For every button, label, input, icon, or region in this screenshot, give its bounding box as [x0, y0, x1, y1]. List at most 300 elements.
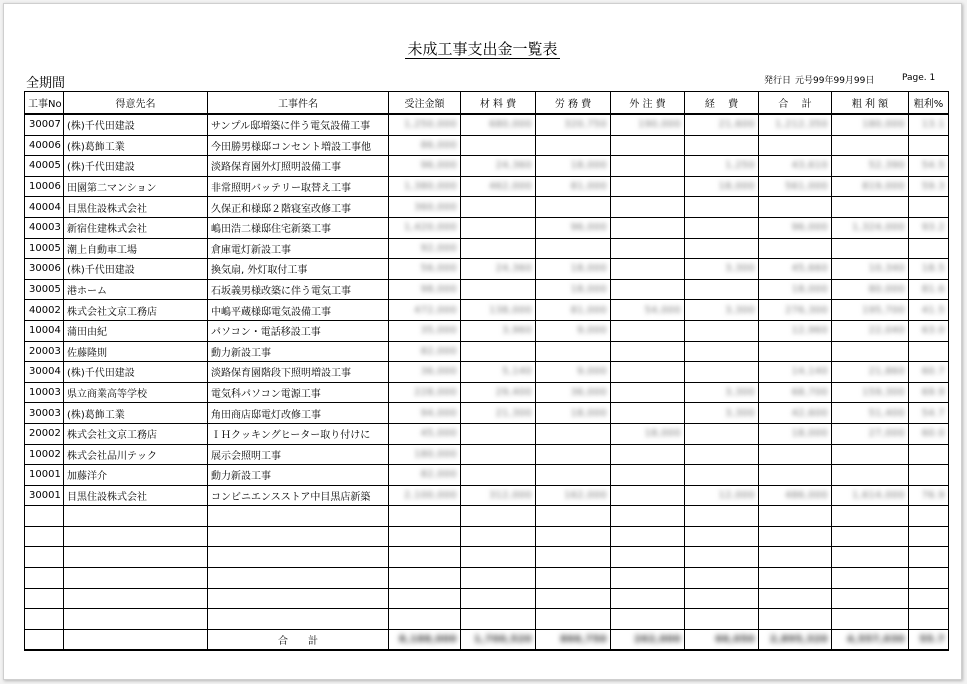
cell-gross-margin [909, 279, 949, 300]
cell-expenses [685, 176, 759, 197]
empty-cell [25, 526, 64, 547]
cell-client: 潮上自動車工場 [64, 238, 208, 259]
col-header-materials: 材 料 費 [461, 92, 536, 115]
blurred-value: 486,000 [785, 489, 828, 501]
table-row [25, 300, 949, 321]
cell-gross-profit [832, 156, 909, 177]
blurred-value: 69.9 [921, 387, 945, 399]
cell-total [759, 176, 832, 197]
empty-cell [536, 506, 611, 527]
cell-labor [536, 238, 611, 259]
blurred-value: 1,324,000 [852, 222, 905, 234]
cell-project-no: 30006 [25, 259, 64, 280]
blurred-value: 180,000 [862, 119, 905, 131]
cell-labor [536, 279, 611, 300]
cell-project: 動力新設工事 [208, 465, 389, 486]
table-row [25, 156, 949, 177]
table-row [25, 320, 949, 341]
empty-cell [25, 547, 64, 568]
header-row [25, 92, 949, 115]
col-header-gross-profit: 粗 利 額 [832, 92, 909, 115]
table-row [25, 485, 949, 506]
empty-cell [64, 588, 208, 609]
col-header-expenses: 経 費 [685, 92, 759, 115]
cell-total [759, 320, 832, 341]
cell-client: 目黒住設株式会社 [64, 197, 208, 218]
cell-labor [536, 156, 611, 177]
cell-project: 電気科パソコン電源工事 [208, 382, 389, 403]
blurred-value: 76.9 [921, 489, 945, 501]
cell-gross-margin [909, 341, 949, 362]
cell-order-amount [389, 485, 461, 506]
cell-materials [461, 279, 536, 300]
cell-client: (株)葛飾工業 [64, 135, 208, 156]
empty-row [25, 609, 949, 630]
empty-cell [208, 568, 389, 589]
cell-gross-profit [832, 382, 909, 403]
blurred-value: 472,000 [414, 304, 457, 316]
cell-expenses [685, 238, 759, 259]
blurred-value: 54.5 [921, 160, 945, 172]
cell-project: 展示会照明工事 [208, 444, 389, 465]
empty-cell [389, 609, 461, 630]
cell-expenses [685, 259, 759, 280]
total-order-amount [389, 629, 461, 650]
empty-cell [461, 588, 536, 609]
empty-cell [208, 547, 389, 568]
cell-labor [536, 362, 611, 383]
empty-cell [389, 547, 461, 568]
empty-cell [536, 568, 611, 589]
empty-cell [208, 526, 389, 547]
blurred-value: 18,000 [718, 181, 755, 193]
report-title: 未成工事支出金一覧表 [407, 40, 558, 58]
cell-gross-margin [909, 156, 949, 177]
cell-labor [536, 320, 611, 341]
cell-expenses [685, 362, 759, 383]
ledger-body [25, 114, 949, 629]
cell-project: パソコン・電話移設工事 [208, 320, 389, 341]
empty-cell [536, 547, 611, 568]
cell-order-amount [389, 341, 461, 362]
blurred-value: 92,000 [420, 242, 457, 254]
blurred-value: 45,000 [420, 428, 457, 440]
cell-gross-margin [909, 465, 949, 486]
col-header-no: 工事No [25, 92, 64, 115]
cell-project: 石坂義男様改築に伴う電気工事 [208, 279, 389, 300]
empty-cell [389, 588, 461, 609]
empty-cell [389, 506, 461, 527]
empty-cell [611, 506, 685, 527]
cell-total [759, 382, 832, 403]
cell-labor [536, 341, 611, 362]
empty-cell [536, 588, 611, 609]
cell-gross-profit [832, 320, 909, 341]
cell-project-no: 40003 [25, 217, 64, 238]
cell-order-amount [389, 465, 461, 486]
cell-order-amount [389, 444, 461, 465]
issue-date-label: 発行日 [764, 76, 792, 86]
table-row [25, 465, 949, 486]
cell-gross-profit [832, 238, 909, 259]
total-gross-margin [909, 629, 949, 650]
empty-row [25, 547, 949, 568]
blurred-value: 98,000 [420, 284, 457, 296]
page-number: Page. 1 [902, 73, 936, 83]
cell-order-amount [389, 135, 461, 156]
cell-gross-margin [909, 176, 949, 197]
empty-cell [759, 526, 832, 547]
blurred-value: 180,000 [414, 448, 457, 460]
cell-gross-margin [909, 259, 949, 280]
blurred-value: 36,000 [570, 387, 607, 399]
cell-materials [461, 485, 536, 506]
total-value: 2,895,320 [770, 634, 828, 646]
cell-materials [461, 217, 536, 238]
total-value: 262,000 [634, 634, 681, 646]
blurred-value: 18,000 [570, 284, 607, 296]
cell-client: 目黒住設株式会社 [64, 485, 208, 506]
blurred-value: 195,700 [862, 304, 905, 316]
col-header-gross-margin: 粗利% [909, 92, 949, 115]
cell-materials [461, 444, 536, 465]
empty-cell [461, 506, 536, 527]
cell-gross-margin [909, 217, 949, 238]
cell-materials [461, 238, 536, 259]
report-sheet [3, 3, 962, 680]
table-row [25, 423, 949, 444]
blurred-value: 312,000 [489, 489, 532, 501]
blurred-value: 360,000 [414, 201, 457, 213]
blurred-value: 18,000 [791, 428, 828, 440]
blurred-value: 1,380,000 [404, 181, 457, 193]
cell-gross-profit [832, 341, 909, 362]
cell-order-amount [389, 217, 461, 238]
table-row [25, 217, 949, 238]
cell-order-amount [389, 423, 461, 444]
empty-cell [909, 588, 949, 609]
cell-project-no: 20003 [25, 341, 64, 362]
col-header-labor: 労 務 費 [536, 92, 611, 115]
table-row [25, 114, 949, 135]
blurred-value: 51,400 [868, 407, 905, 419]
empty-row [25, 588, 949, 609]
cell-materials [461, 320, 536, 341]
cell-total [759, 300, 832, 321]
cell-expenses [685, 320, 759, 341]
cell-client: 蒲田由紀 [64, 320, 208, 341]
cell-project: 倉庫電灯新設工事 [208, 238, 389, 259]
total-value: 8,188,000 [399, 634, 457, 646]
blurred-value: 9,000 [577, 366, 607, 378]
empty-cell [461, 547, 536, 568]
empty-cell [832, 568, 909, 589]
cell-gross-profit [832, 465, 909, 486]
empty-cell [389, 526, 461, 547]
cell-total [759, 403, 832, 424]
cell-gross-margin [909, 300, 949, 321]
col-header-project: 工事件名 [208, 92, 389, 115]
cell-client: 加藤洋介 [64, 465, 208, 486]
cell-outsourcing [611, 156, 685, 177]
empty-cell [64, 526, 208, 547]
cell-outsourcing [611, 279, 685, 300]
table-row [25, 382, 949, 403]
blurred-value: 29,400 [495, 387, 532, 399]
cell-order-amount [389, 362, 461, 383]
empty-row [25, 568, 949, 589]
empty-cell [25, 609, 64, 630]
cell-outsourcing [611, 135, 685, 156]
cell-outsourcing [611, 403, 685, 424]
empty-cell [685, 547, 759, 568]
total-total [759, 629, 832, 650]
blurred-value: 5,140 [502, 366, 532, 378]
blurred-value: 228,000 [414, 387, 457, 399]
cell-total [759, 423, 832, 444]
cell-order-amount [389, 403, 461, 424]
total-value: 4,557,030 [847, 634, 905, 646]
blurred-value: 1,250,000 [404, 119, 457, 131]
cell-gross-margin [909, 485, 949, 506]
cell-client: 新宿住建株式会社 [64, 217, 208, 238]
cell-gross-margin [909, 362, 949, 383]
total-cell-blank [25, 629, 64, 650]
blurred-value: 36,000 [420, 366, 457, 378]
cell-project-no: 40005 [25, 156, 64, 177]
issue-date-value: 元号99年99月99日 [795, 76, 875, 86]
cell-gross-margin [909, 135, 949, 156]
cell-expenses [685, 114, 759, 135]
blurred-value: 819,000 [862, 181, 905, 193]
col-header-order-amount: 受注金額 [389, 92, 461, 115]
cell-outsourcing [611, 444, 685, 465]
cell-labor [536, 114, 611, 135]
cell-total [759, 135, 832, 156]
blurred-value: 68,700 [791, 387, 828, 399]
cell-project-no: 10002 [25, 444, 64, 465]
cell-project: コンビニエンスストア中目黒店新築 [208, 485, 389, 506]
empty-cell [64, 568, 208, 589]
empty-cell [759, 609, 832, 630]
cell-outsourcing [611, 238, 685, 259]
empty-cell [832, 547, 909, 568]
cell-outsourcing [611, 300, 685, 321]
cell-total [759, 197, 832, 218]
cell-gross-profit [832, 362, 909, 383]
empty-row [25, 526, 949, 547]
blurred-value: 24,360 [495, 160, 532, 172]
empty-cell [611, 588, 685, 609]
cell-outsourcing [611, 423, 685, 444]
cell-total [759, 444, 832, 465]
blurred-value: 59.3 [921, 181, 945, 193]
empty-cell [536, 526, 611, 547]
empty-cell [832, 506, 909, 527]
cell-labor [536, 176, 611, 197]
blurred-value: 45,660 [791, 263, 828, 275]
empty-cell [759, 588, 832, 609]
cell-total [759, 341, 832, 362]
cell-project-no: 10006 [25, 176, 64, 197]
blurred-value: 18,000 [570, 407, 607, 419]
table-row [25, 279, 949, 300]
empty-cell [64, 609, 208, 630]
cell-project: 嶋田浩二様邸住宅新築工事 [208, 217, 389, 238]
cell-project: 淡路保育園外灯照明設備工事 [208, 156, 389, 177]
cell-order-amount [389, 238, 461, 259]
cell-gross-profit [832, 176, 909, 197]
blurred-value: 42,600 [791, 407, 828, 419]
cell-materials [461, 362, 536, 383]
cell-client: 県立商業高等学校 [64, 382, 208, 403]
blurred-value: 9,000 [577, 325, 607, 337]
cell-materials [461, 423, 536, 444]
cell-project: サンプル邸増築に伴う電気設備工事 [208, 114, 389, 135]
total-materials [461, 629, 536, 650]
blurred-value: 3,300 [725, 263, 755, 275]
cell-project: ＩＨクッキングヒーター取り付けに [208, 423, 389, 444]
cell-materials [461, 176, 536, 197]
blurred-value: 3,300 [725, 304, 755, 316]
cell-labor [536, 217, 611, 238]
table-row [25, 403, 949, 424]
cell-gross-margin [909, 114, 949, 135]
cell-order-amount [389, 114, 461, 135]
total-label: 合 計 [208, 629, 389, 650]
cell-expenses [685, 485, 759, 506]
cell-client: 株式会社文京工務店 [64, 300, 208, 321]
blurred-value: 27,000 [868, 428, 905, 440]
empty-cell [759, 506, 832, 527]
empty-cell [685, 526, 759, 547]
cell-gross-margin [909, 423, 949, 444]
cell-labor [536, 382, 611, 403]
table-row [25, 444, 949, 465]
blurred-value: 3,300 [725, 407, 755, 419]
cell-labor [536, 423, 611, 444]
cell-order-amount [389, 259, 461, 280]
blurred-value: 18,000 [570, 160, 607, 172]
col-header-total: 合 計 [759, 92, 832, 115]
blurred-value: 93.2 [921, 222, 945, 234]
cell-outsourcing [611, 362, 685, 383]
empty-cell [909, 526, 949, 547]
blurred-value: 138,000 [489, 304, 532, 316]
empty-cell [611, 568, 685, 589]
cell-materials [461, 135, 536, 156]
table-row [25, 341, 949, 362]
blurred-value: 63.0 [921, 325, 945, 337]
blurred-value: 54.7 [921, 407, 945, 419]
blurred-value: 86,000 [420, 139, 457, 151]
empty-cell [611, 609, 685, 630]
blurred-value: 13.1 [921, 119, 945, 131]
ledger-table [24, 91, 949, 651]
cell-project: 角田商店邸電灯改修工事 [208, 403, 389, 424]
cell-materials [461, 403, 536, 424]
cell-total [759, 156, 832, 177]
blurred-value: 680,000 [489, 119, 532, 131]
empty-cell [611, 547, 685, 568]
cell-materials [461, 197, 536, 218]
cell-order-amount [389, 197, 461, 218]
blurred-value: 276,300 [785, 304, 828, 316]
blurred-value: 18,000 [791, 284, 828, 296]
cell-labor [536, 485, 611, 506]
empty-cell [208, 588, 389, 609]
cell-gross-profit [832, 279, 909, 300]
cell-project-no: 10001 [25, 465, 64, 486]
cell-project-no: 30004 [25, 362, 64, 383]
empty-cell [208, 609, 389, 630]
cell-project-no: 40006 [25, 135, 64, 156]
cell-project-no: 40004 [25, 197, 64, 218]
blurred-value: 82,000 [420, 469, 457, 481]
cell-order-amount [389, 320, 461, 341]
total-value: 66,050 [715, 634, 755, 646]
cell-client: (株)千代田建設 [64, 156, 208, 177]
blurred-value: 2,100,000 [404, 489, 457, 501]
empty-cell [832, 588, 909, 609]
cell-outsourcing [611, 465, 685, 486]
blurred-value: 43,610 [791, 160, 828, 172]
cell-expenses [685, 444, 759, 465]
cell-project-no: 30007 [25, 114, 64, 135]
blurred-value: 24,360 [495, 263, 532, 275]
cell-outsourcing [611, 485, 685, 506]
cell-expenses [685, 217, 759, 238]
table-row [25, 238, 949, 259]
empty-cell [25, 506, 64, 527]
table-row [25, 135, 949, 156]
empty-cell [389, 568, 461, 589]
empty-cell [832, 526, 909, 547]
blurred-value: 80,000 [868, 284, 905, 296]
total-outsourcing [611, 629, 685, 650]
cell-order-amount [389, 300, 461, 321]
blurred-value: 12,000 [718, 489, 755, 501]
cell-gross-margin [909, 197, 949, 218]
blurred-value: 3,960 [502, 325, 532, 337]
cell-outsourcing [611, 259, 685, 280]
cell-expenses [685, 403, 759, 424]
empty-cell [909, 609, 949, 630]
blurred-value: 41.5 [921, 304, 945, 316]
cell-labor [536, 444, 611, 465]
cell-outsourcing [611, 176, 685, 197]
blurred-value: 52,390 [868, 160, 905, 172]
cell-total [759, 114, 832, 135]
total-value: 55.7 [919, 634, 945, 646]
cell-gross-margin [909, 382, 949, 403]
empty-cell [64, 547, 208, 568]
cell-labor [536, 135, 611, 156]
cell-client: (株)葛飾工業 [64, 403, 208, 424]
cell-gross-profit [832, 135, 909, 156]
blurred-value: 21,600 [718, 119, 755, 131]
cell-expenses [685, 279, 759, 300]
cell-project-no: 10004 [25, 320, 64, 341]
blurred-value: 81,000 [570, 304, 607, 316]
cell-materials [461, 300, 536, 321]
cell-project: 久保正和様邸２階寝室改修工事 [208, 197, 389, 218]
total-cell-blank [64, 629, 208, 650]
cell-project: 動力新設工事 [208, 341, 389, 362]
blurred-value: 81,000 [570, 181, 607, 193]
cell-materials [461, 156, 536, 177]
blurred-value: 35,000 [420, 325, 457, 337]
